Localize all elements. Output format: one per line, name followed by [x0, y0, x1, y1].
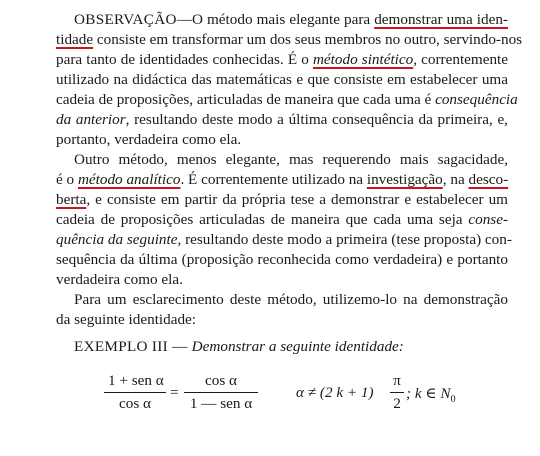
underlined-desco: desco-	[468, 171, 509, 188]
lhs-fraction-bar	[104, 392, 166, 393]
p2-l3-text: , e consiste em partir da própria tese a demonstrar e estabelecer um	[86, 191, 508, 208]
condition-part-b: ; k ∈ N	[406, 385, 451, 402]
metodo-sintetico: método sintético	[312, 51, 414, 68]
pi-fraction-bar	[390, 392, 404, 393]
p2-l2-a: é o	[56, 171, 78, 188]
p2-line-7: verdadeira como ela.	[56, 271, 183, 288]
conse-italic: conse-	[468, 211, 508, 228]
p2-line-6: sequência da última (proposição reconhecida como verdadeira) e portanto	[56, 251, 508, 268]
p2-l4-text: cadeia de proposições articuladas de maneira que cada uma seja	[56, 211, 469, 228]
condition-tail	[406, 384, 456, 405]
two-denominator: 2	[393, 395, 401, 412]
p1-line-1	[74, 10, 508, 30]
p3-line-2: da seguinte identidade:	[56, 311, 197, 328]
metodo-analitico: método analítico	[77, 171, 181, 188]
example-label: EXEMPLO III —	[74, 338, 192, 355]
fraction-right	[184, 372, 258, 413]
formula-condition	[296, 372, 466, 422]
p2-line-1: Outro método, menos elegante, mas requerendo mais sagacidade,	[74, 151, 508, 168]
underlined-tidade: tidade	[56, 31, 94, 48]
p2-line-5	[56, 230, 512, 250]
fraction-left	[104, 372, 166, 413]
underlined-demonstrar: demonstrar uma iden-	[374, 11, 508, 28]
p1-line-5	[56, 90, 518, 110]
p1-line-3	[56, 50, 508, 70]
p1-line-6	[56, 110, 508, 130]
p1-l6-text: , resultando deste modo a última consequência da primeira, e,	[125, 111, 508, 128]
lhs-denominator: cos α	[119, 395, 151, 412]
p2-l2-c: . É correntemente utilizado na	[180, 171, 367, 188]
quencia-da-seguinte-italic: quência da seguinte	[56, 231, 178, 248]
p1-line-4: utilizado na didáctica das matemáticas e que consiste em estabelecer uma	[56, 71, 508, 88]
da-anterior-italic: da anterior	[56, 111, 126, 128]
p1-l1-text: —O método mais elegante para	[176, 11, 375, 28]
p2-l2-e: , na	[442, 171, 469, 188]
p3-line-1: Para um esclarecimento deste método, utilizemo-lo na demonstração	[74, 291, 508, 308]
underlined-berta: berta	[56, 191, 87, 208]
observacao-heading: OBSERVAÇÃO	[74, 11, 177, 28]
condition-text	[296, 384, 374, 402]
pi-over-two	[390, 372, 404, 413]
p1-l2-text: consiste em transformar um dos seus membros no outro, servindo-nos	[93, 31, 523, 48]
p2-l5-text: , resultando deste modo a primeira (tese proposta) con-	[177, 231, 512, 248]
p1-line-7: portanto, verdadeira como ela.	[56, 131, 242, 148]
pi-numerator: π	[393, 372, 401, 389]
condition-part-a: α ≠ (2 k + 1)	[296, 384, 374, 401]
example-text: Demonstrar a seguinte identidade:	[191, 338, 404, 355]
rhs-denominator: 1 — sen α	[189, 395, 253, 412]
p2-line-4	[56, 210, 508, 230]
p2-line-3	[56, 190, 508, 210]
p1-l3-text: para tanto de identidades conhecidas. É o	[56, 51, 313, 68]
subscript-zero: 0	[450, 394, 456, 406]
consequencia-italic: consequência	[435, 91, 518, 108]
example-heading	[74, 338, 404, 356]
p1-line-2	[56, 30, 523, 50]
formula-lhs-rhs	[104, 372, 254, 422]
lhs-numerator: 1 + sen α	[108, 372, 164, 389]
p2-line-2	[56, 170, 508, 190]
p1-l5-text: cadeia de proposições, articuladas de maneira que cada uma é	[56, 91, 436, 108]
p1-l3-tail: , correntemente	[413, 51, 509, 68]
underlined-investigacao: investigação	[366, 171, 443, 188]
rhs-numerator: cos α	[205, 372, 237, 389]
rhs-fraction-bar	[184, 392, 258, 393]
equals-sign: =	[170, 384, 179, 401]
